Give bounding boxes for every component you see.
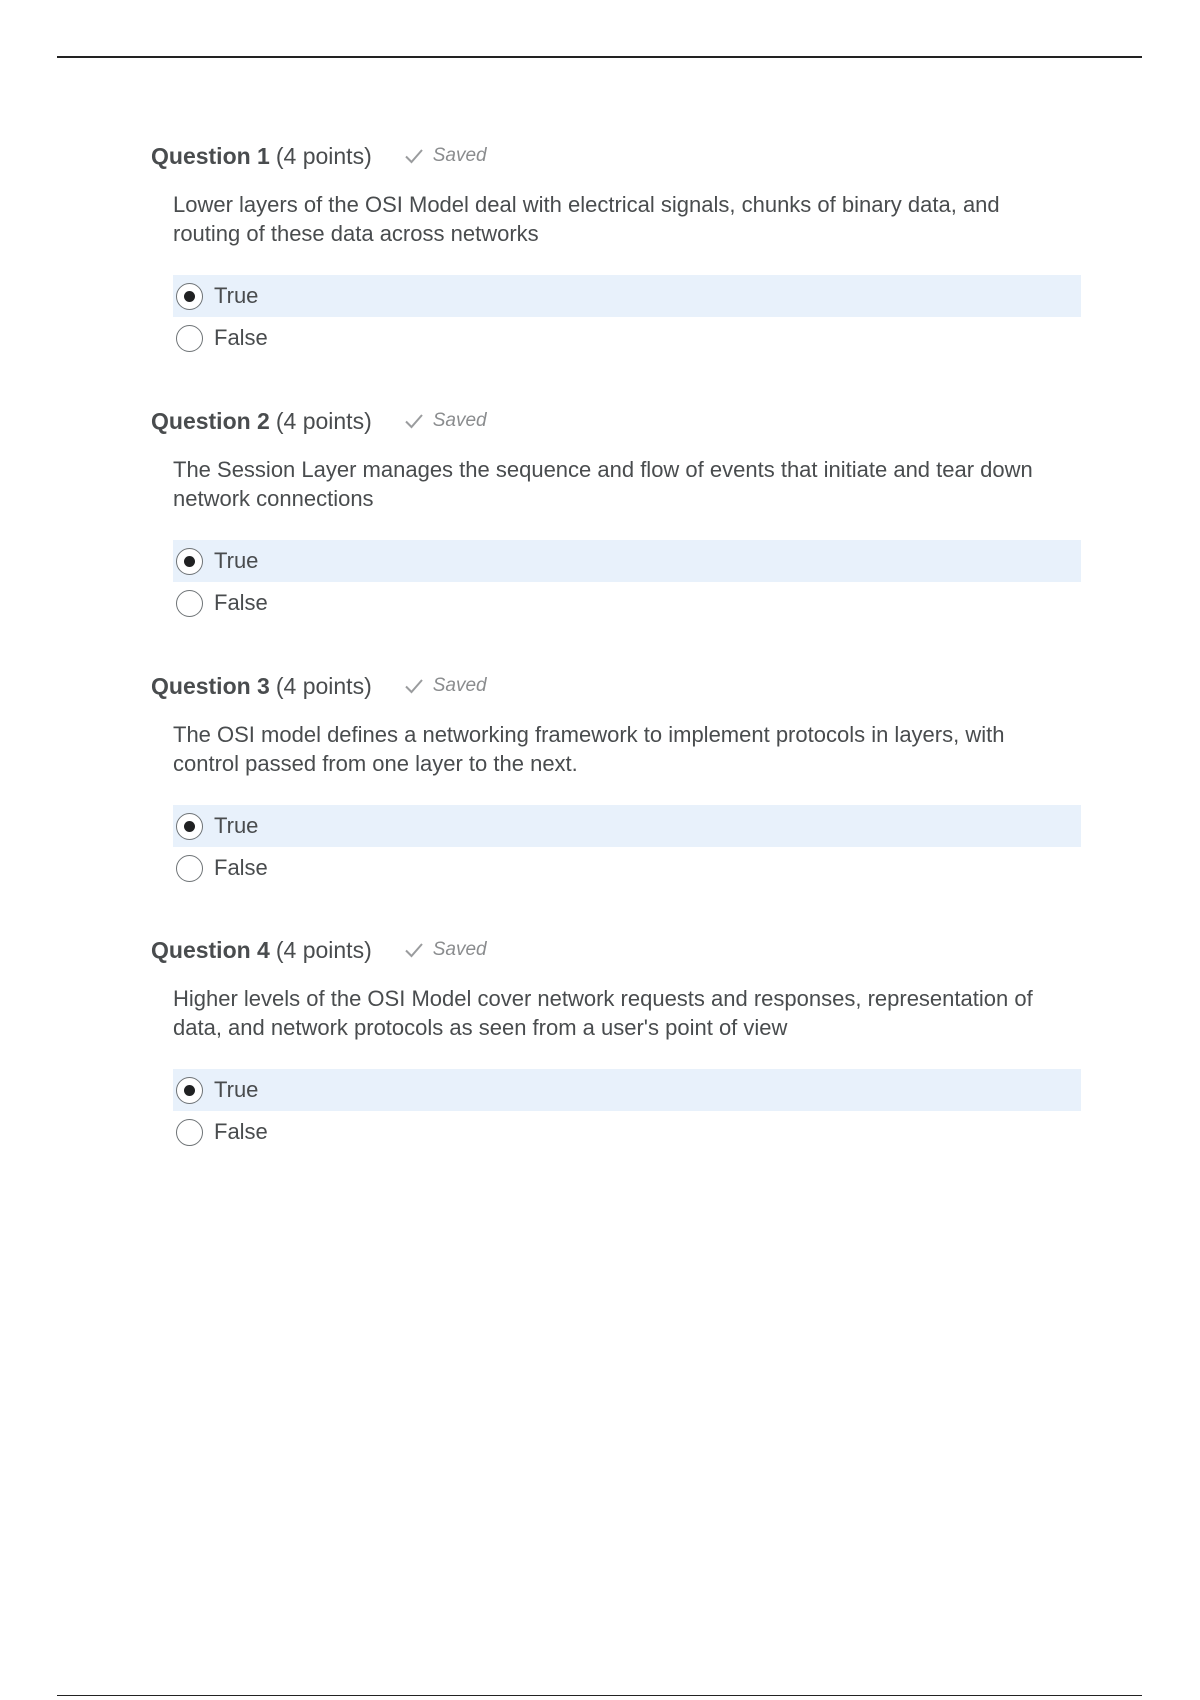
- question-2: [151, 406, 1081, 624]
- question-title: Question 2: [151, 407, 270, 434]
- saved-label: Saved: [432, 939, 487, 960]
- answer-options: [173, 805, 1081, 889]
- radio-button-icon[interactable]: [176, 1077, 203, 1104]
- option-label[interactable]: True: [214, 548, 259, 573]
- saved-label: Saved: [432, 145, 487, 166]
- question-header: [151, 935, 1081, 965]
- option-label[interactable]: True: [214, 813, 259, 838]
- question-title: Question 3: [151, 672, 270, 699]
- radio-button-icon[interactable]: [176, 855, 203, 882]
- radio-button-icon[interactable]: [176, 590, 203, 617]
- question-title: Question 1: [151, 142, 270, 169]
- question-header: [151, 671, 1081, 701]
- saved-status: [404, 145, 487, 167]
- answer-options: [173, 1069, 1081, 1153]
- checkmark-icon: [404, 412, 424, 430]
- option-label[interactable]: False: [214, 1119, 268, 1144]
- option-label[interactable]: False: [214, 855, 268, 880]
- option-label[interactable]: True: [214, 283, 259, 308]
- question-points: (4 points): [275, 142, 372, 169]
- answer-options: [173, 540, 1081, 624]
- radio-button-icon[interactable]: [176, 325, 203, 352]
- checkmark-icon: [404, 677, 424, 695]
- question-3: [151, 671, 1081, 889]
- question-1: [151, 141, 1081, 359]
- checkmark-icon: [404, 147, 424, 165]
- radio-button-icon[interactable]: [176, 813, 203, 840]
- saved-status: [404, 410, 487, 432]
- question-text: The OSI model defines a networking framework to implement protocols in layers, with control passed from one layer to the next.: [173, 722, 1005, 776]
- option-true[interactable]: [173, 275, 1081, 317]
- option-false[interactable]: [173, 582, 1081, 624]
- question-text: Lower layers of the OSI Model deal with electrical signals, chunks of binary data, and routing of these data across networks: [173, 192, 1000, 246]
- question-points: (4 points): [275, 672, 372, 699]
- radio-button-icon[interactable]: [176, 1119, 203, 1146]
- option-true[interactable]: [173, 805, 1081, 847]
- bottom-divider: [57, 1695, 1142, 1696]
- answer-options: [173, 275, 1081, 359]
- top-divider: [57, 56, 1142, 58]
- question-points: (4 points): [275, 407, 372, 434]
- option-false[interactable]: [173, 847, 1081, 889]
- saved-label: Saved: [432, 410, 487, 431]
- radio-button-icon[interactable]: [176, 283, 203, 310]
- saved-status: [404, 939, 487, 961]
- question-points: (4 points): [275, 936, 372, 963]
- question-text: The Session Layer manages the sequence and flow of events that initiate and tear down network connections: [173, 457, 1033, 511]
- question-header: [151, 141, 1081, 171]
- option-true[interactable]: [173, 540, 1081, 582]
- option-label[interactable]: False: [214, 590, 268, 615]
- radio-button-icon[interactable]: [176, 548, 203, 575]
- checkmark-icon: [404, 941, 424, 959]
- question-4: [151, 935, 1081, 1153]
- option-label[interactable]: True: [214, 1077, 259, 1102]
- option-true[interactable]: [173, 1069, 1081, 1111]
- question-text: Higher levels of the OSI Model cover network requests and responses, representation of data, and network protocols as seen from a user's point of view: [173, 986, 1033, 1040]
- option-false[interactable]: [173, 317, 1081, 359]
- saved-label: Saved: [432, 675, 487, 696]
- option-false[interactable]: [173, 1111, 1081, 1153]
- option-label[interactable]: False: [214, 325, 268, 350]
- saved-status: [404, 675, 487, 697]
- question-header: [151, 406, 1081, 436]
- question-title: Question 4: [151, 936, 270, 963]
